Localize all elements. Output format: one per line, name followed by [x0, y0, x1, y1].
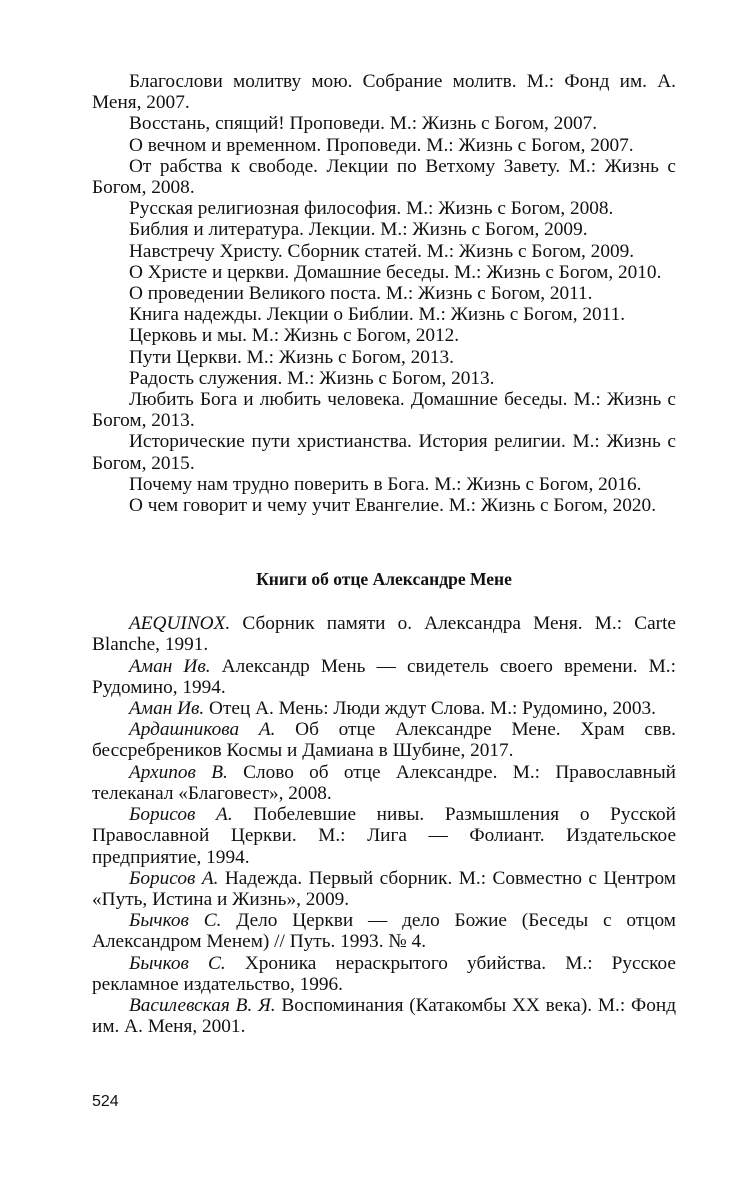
bibliography-entry	[92, 71, 676, 113]
entry-text: Библия и литература. Лекции. М.: Жизнь с Богом, 2009.	[129, 219, 588, 241]
entry-text: Отец А. Мень: Люди ждут Слова. М.: Рудомино, 2003.	[204, 698, 656, 720]
entry-author: Аман Ив.	[129, 698, 205, 720]
bibliography-entry	[92, 431, 676, 473]
entry-text: Почему нам трудно поверить в Бога. М.: Жизнь с Богом, 2016.	[129, 473, 642, 495]
entry-text: От рабства к свободе. Лекции по Ветхому Завету. М.: Жизнь с Богом, 2008.	[92, 155, 676, 199]
page-number: 524	[92, 1093, 119, 1110]
section-title: Книги об отце Александре Мене	[256, 569, 512, 590]
bibliography-entry	[92, 495, 676, 516]
entry-text: О Христе и церкви. Домашние беседы. М.: Жизнь с Богом, 2010.	[129, 261, 662, 283]
entry-text: О чем говорит и чему учит Евангелие. М.: Жизнь с Богом, 2020.	[129, 495, 657, 517]
entry-text: Побелевшие нивы. Размышления о Русской Православной Церкви. М.: Лига — Фолиант. Издательское предприятие, 1994.	[92, 804, 676, 868]
entry-author: Борисов А.	[129, 867, 219, 889]
bibliography-entry	[92, 219, 676, 240]
bibliography-entry	[92, 719, 676, 761]
entry-text: Навстречу Христу. Сборник статей. М.: Жизнь с Богом, 2009.	[129, 240, 635, 262]
bibliography-entry	[92, 910, 676, 952]
bibliography-entry	[92, 241, 676, 262]
bibliography-entry	[92, 804, 676, 868]
entry-text: Об отце Александре Мене. Храм свв. бессребреников Космы и Дамиана в Шубине, 2017.	[92, 719, 676, 762]
entry-text: Радость служения. М.: Жизнь с Богом, 2013.	[129, 367, 495, 389]
entry-author: Архипов В.	[129, 761, 228, 783]
entry-text: Александр Мень — свидетель своего времени. М.: Рудомино, 1994.	[92, 655, 676, 698]
entry-text: Дело Церкви — дело Божие (Беседы с отцом Александром Менем) // Путь. 1993. № 4.	[92, 910, 676, 953]
bibliography-entry	[92, 198, 676, 219]
entry-text: Пути Церкви. М.: Жизнь с Богом, 2013.	[129, 346, 454, 368]
entry-text: Церковь и мы. М.: Жизнь с Богом, 2012.	[129, 325, 460, 347]
bibliography-entry	[92, 474, 676, 495]
bibliography-entry	[92, 762, 676, 804]
entry-author: AEQUINOX.	[129, 613, 231, 635]
entry-author: Борисов А.	[129, 804, 233, 826]
bibliography-entry	[92, 389, 676, 431]
bibliography-entry	[92, 156, 676, 198]
entry-text: О вечном и временном. Проповеди. М.: Жизнь с Богом, 2007.	[129, 134, 634, 156]
entry-text: Исторические пути христианства. История религии. М.: Жизнь с Богом, 2015.	[92, 431, 676, 474]
entry-text: Русская религиозная философия. М.: Жизнь с Богом, 2008.	[129, 198, 614, 220]
bibliography-entry	[92, 283, 676, 304]
bibliography-entry	[92, 135, 676, 156]
entry-author: Василевская В. Я.	[129, 994, 276, 1016]
bibliography-entry	[92, 698, 676, 719]
bibliography-entry	[92, 995, 676, 1037]
entry-author: Аман Ив.	[129, 655, 211, 677]
entry-text: О проведении Великого поста. М.: Жизнь с Богом, 2011.	[129, 283, 593, 305]
bibliography-entry	[92, 304, 676, 325]
bibliography-entry	[92, 656, 676, 698]
entry-text: Сборник памяти о. Александра Меня. М.: Carte Blanche, 1991.	[92, 613, 676, 656]
entry-text: Слово об отце Александре. М.: Православный телеканал «Благовест», 2008.	[92, 761, 676, 804]
page-body	[92, 71, 676, 1037]
bibliography-list-works	[92, 71, 676, 516]
entry-text: Восстань, спящий! Проповеди. М.: Жизнь с Богом, 2007.	[129, 113, 598, 135]
bibliography-entry	[92, 325, 676, 346]
bibliography-entry	[92, 347, 676, 368]
bibliography-entry	[92, 368, 676, 389]
entry-text: Воспоминания (Катакомбы XX века). М.: Фонд им. А. Меня, 2001.	[92, 994, 677, 1038]
entry-author: Бычков С.	[129, 952, 226, 974]
bibliography-entry	[92, 868, 676, 910]
entry-author: Бычков С.	[129, 910, 222, 932]
bibliography-entry	[92, 953, 676, 995]
entry-author: Ардашникова А.	[129, 719, 276, 741]
bibliography-entry	[92, 613, 676, 655]
bibliography-entry	[92, 262, 676, 283]
entry-text: Благослови молитву мою. Собрание молитв. М.: Фонд им. А. Меня, 2007.	[92, 71, 676, 114]
bibliography-list-about	[92, 613, 676, 1037]
entry-text: Любить Бога и любить человека. Домашние беседы. М.: Жизнь с Богом, 2013.	[92, 389, 676, 432]
bibliography-entry	[92, 113, 676, 134]
entry-text: Хроника нераскрытого убийства. М.: Русское рекламное издательство, 1996.	[92, 952, 676, 995]
entry-text: Книга надежды. Лекции о Библии. М.: Жизнь с Богом, 2011.	[129, 304, 626, 326]
entry-text: Надежда. Первый сборник. М.: Совместно с Центром «Путь, Истина и Жизнь», 2009.	[92, 867, 676, 910]
